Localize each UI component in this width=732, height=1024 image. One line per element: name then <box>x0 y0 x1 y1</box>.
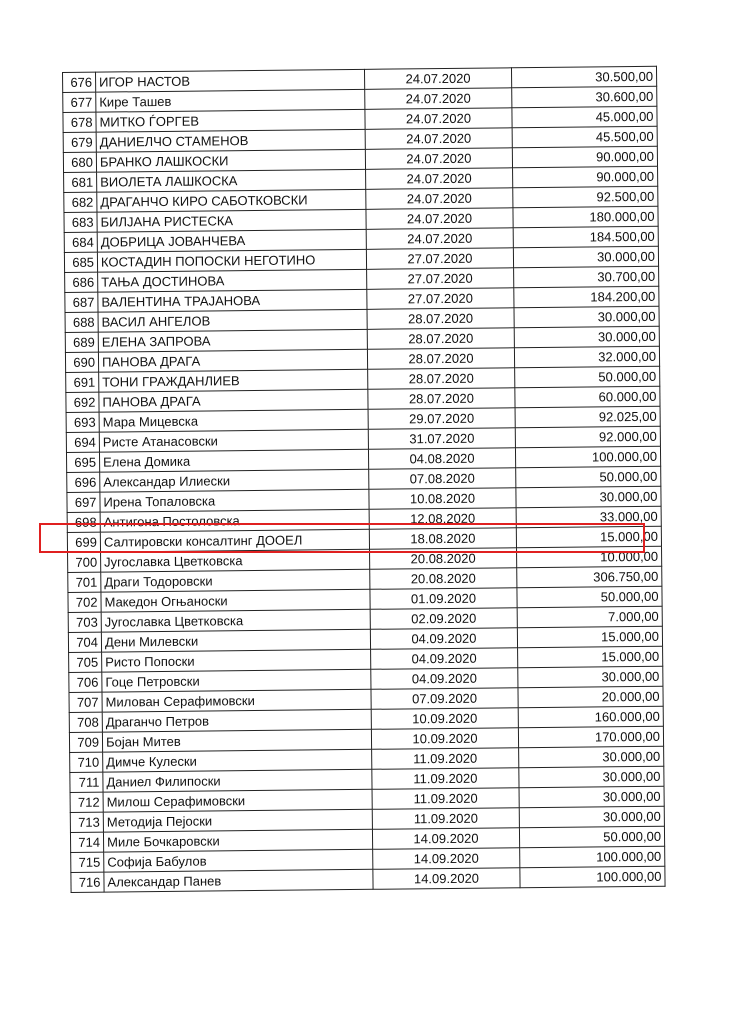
payment-amount: 15.000,00 <box>517 626 662 648</box>
payee-name: ТАЊА ДОСТИНОВА <box>98 269 367 292</box>
payee-name: Димче Кулески <box>103 749 372 772</box>
payee-name: ВАЛЕНТИНА ТРАЈАНОВА <box>98 289 367 312</box>
payment-amount: 30.000,00 <box>519 766 664 788</box>
payee-name: Гоце Петровски <box>102 669 371 692</box>
payment-date: 28.07.2020 <box>367 328 514 350</box>
payee-name: Методија Пејоски <box>103 809 372 832</box>
payment-amount: 92.000,00 <box>515 426 660 448</box>
row-number: 696 <box>67 472 100 492</box>
payment-date: 20.08.2020 <box>370 548 517 570</box>
payee-name: Драги Тодоровски <box>101 569 370 592</box>
row-number: 704 <box>68 632 101 652</box>
row-number: 681 <box>64 172 97 192</box>
payment-date: 24.07.2020 <box>365 108 512 130</box>
row-number: 710 <box>70 752 103 772</box>
row-number: 711 <box>70 772 103 792</box>
payment-date: 28.07.2020 <box>367 348 514 370</box>
payment-amount: 92.025,00 <box>515 406 660 428</box>
payment-date: 10.08.2020 <box>369 488 516 510</box>
payment-amount: 20.000,00 <box>518 686 663 708</box>
payee-name: Елена Домика <box>99 449 368 472</box>
payment-date: 04.09.2020 <box>370 628 517 650</box>
payment-date: 14.09.2020 <box>372 828 519 850</box>
row-number: 708 <box>69 712 102 732</box>
payment-amount: 30.000,00 <box>516 486 661 508</box>
payee-name: Милован Серафимовски <box>102 689 371 712</box>
payment-date: 24.07.2020 <box>365 148 512 170</box>
payment-amount: 100.000,00 <box>520 846 665 868</box>
row-number: 677 <box>63 92 96 112</box>
payee-name: ПАНОВА ДРАГА <box>99 389 368 412</box>
row-number: 679 <box>63 132 96 152</box>
row-number: 703 <box>68 612 101 632</box>
payee-name: ВАСИЛ АНГЕЛОВ <box>98 309 367 332</box>
payment-amount: 33.000,00 <box>516 506 661 528</box>
payment-amount: 92.500,00 <box>513 186 658 208</box>
row-number: 713 <box>70 812 103 832</box>
payment-date: 07.09.2020 <box>371 688 518 710</box>
payee-name: Ристе Атанасовски <box>99 429 368 452</box>
payment-date: 28.07.2020 <box>368 388 515 410</box>
row-number: 690 <box>65 352 98 372</box>
payment-date: 24.07.2020 <box>366 188 513 210</box>
row-number: 683 <box>64 212 97 232</box>
payee-name: МИТКО ЃОРГЕВ <box>96 109 365 132</box>
payment-amount: 15.000,00 <box>516 526 661 548</box>
payee-name: Александар Панев <box>104 869 373 892</box>
payment-amount: 30.500,00 <box>511 66 656 88</box>
payment-amount: 100.000,00 <box>520 866 665 888</box>
payee-name: Милош Серафимовски <box>103 789 372 812</box>
payment-amount: 45.000,00 <box>512 106 657 128</box>
payee-name: ЕЛЕНА ЗАПРОВА <box>98 329 367 352</box>
row-number: 699 <box>67 532 100 552</box>
payment-amount: 30.000,00 <box>518 666 663 688</box>
row-number: 698 <box>67 512 100 532</box>
payment-date: 14.09.2020 <box>373 868 520 890</box>
payment-date: 24.07.2020 <box>365 128 512 150</box>
payee-name: Софија Бабулов <box>104 849 373 872</box>
payment-date: 02.09.2020 <box>370 608 517 630</box>
payee-name: Ристо Попоски <box>102 649 371 672</box>
payment-amount: 90.000,00 <box>512 146 657 168</box>
row-number: 691 <box>66 372 99 392</box>
payment-amount: 50.000,00 <box>516 466 661 488</box>
row-number: 676 <box>63 72 96 92</box>
payment-date: 27.07.2020 <box>367 288 514 310</box>
payment-date: 24.07.2020 <box>366 168 513 190</box>
row-number: 687 <box>65 292 98 312</box>
payment-date: 28.07.2020 <box>367 308 514 330</box>
payment-date: 11.09.2020 <box>372 748 519 770</box>
row-number: 707 <box>69 692 102 712</box>
payee-name: Дени Милевски <box>101 629 370 652</box>
row-number: 716 <box>71 872 104 892</box>
row-number: 712 <box>70 792 103 812</box>
row-number: 697 <box>67 492 100 512</box>
payee-name: Кире Ташев <box>96 89 365 112</box>
payment-amount: 184.500,00 <box>513 226 658 248</box>
payment-date: 12.08.2020 <box>369 508 516 530</box>
payment-date: 29.07.2020 <box>368 408 515 430</box>
payee-name: Салтировски консалтинг ДООЕЛ <box>100 529 369 552</box>
row-number: 688 <box>65 312 98 332</box>
payment-date: 24.07.2020 <box>366 208 513 230</box>
payment-date: 11.09.2020 <box>372 808 519 830</box>
payment-amount: 30.000,00 <box>519 806 664 828</box>
payee-name: Драганчо Петров <box>102 709 371 732</box>
row-number: 684 <box>64 232 97 252</box>
payee-name: Миле Бочкаровски <box>103 829 372 852</box>
row-number: 715 <box>71 852 104 872</box>
row-number: 695 <box>66 452 99 472</box>
payee-name: ИГОР НАСТОВ <box>96 69 365 92</box>
payment-amount: 306.750,00 <box>517 566 662 588</box>
row-number: 714 <box>70 832 103 852</box>
payment-amount: 30.700,00 <box>514 266 659 288</box>
payment-amount: 10.000,00 <box>517 546 662 568</box>
payment-date: 24.07.2020 <box>365 88 512 110</box>
payment-date: 27.07.2020 <box>367 268 514 290</box>
payee-name: ВИОЛЕТА ЛАШКОСКА <box>97 169 366 192</box>
row-number: 700 <box>68 552 101 572</box>
table-body <box>63 66 666 892</box>
payee-name: Ирена Топаловска <box>100 489 369 512</box>
payment-date: 31.07.2020 <box>368 428 515 450</box>
payment-amount: 30.000,00 <box>514 326 659 348</box>
payee-name: Антигона Постоловска <box>100 509 369 532</box>
payment-date: 27.07.2020 <box>366 248 513 270</box>
payment-date: 01.09.2020 <box>370 588 517 610</box>
payment-date: 10.09.2020 <box>371 728 518 750</box>
payment-amount: 32.000,00 <box>514 346 659 368</box>
payment-amount: 15.000,00 <box>518 646 663 668</box>
payee-name: ТОНИ ГРАЖДАНЛИЕВ <box>99 369 368 392</box>
payee-name: ДРАГАНЧО КИРО САБОТКОВСКИ <box>97 189 366 212</box>
row-number: 706 <box>69 672 102 692</box>
payee-name: ДАНИЕЛЧО СТАМЕНОВ <box>96 129 365 152</box>
payment-date: 20.08.2020 <box>370 568 517 590</box>
payment-date: 04.08.2020 <box>368 448 515 470</box>
payee-name: Бојан Митев <box>102 729 371 752</box>
payment-date: 14.09.2020 <box>373 848 520 870</box>
payment-amount: 90.000,00 <box>513 166 658 188</box>
row-number: 692 <box>66 392 99 412</box>
row-number: 693 <box>66 412 99 432</box>
row-number: 686 <box>65 272 98 292</box>
payment-amount: 45.500,00 <box>512 126 657 148</box>
payee-name: БРАНКО ЛАШКОСКИ <box>96 149 365 172</box>
row-number: 709 <box>69 732 102 752</box>
payment-amount: 30.600,00 <box>512 86 657 108</box>
payment-date: 04.09.2020 <box>371 648 518 670</box>
payment-date: 24.07.2020 <box>364 68 511 90</box>
payment-date: 24.07.2020 <box>366 228 513 250</box>
payee-name: Југославка Цветковска <box>101 609 370 632</box>
payment-amount: 180.000,00 <box>513 206 658 228</box>
payment-amount: 7.000,00 <box>517 606 662 628</box>
payments-table <box>62 66 666 893</box>
payment-amount: 50.000,00 <box>517 586 662 608</box>
payment-amount: 30.000,00 <box>514 306 659 328</box>
row-number: 682 <box>64 192 97 212</box>
payee-name: БИЛЈАНА РИСТЕСКА <box>97 209 366 232</box>
payment-date: 18.08.2020 <box>369 528 516 550</box>
row-number: 680 <box>63 152 96 172</box>
payment-date: 04.09.2020 <box>371 668 518 690</box>
payment-amount: 30.000,00 <box>513 246 658 268</box>
payment-amount: 50.000,00 <box>515 366 660 388</box>
payment-date: 07.08.2020 <box>369 468 516 490</box>
payment-amount: 184.200,00 <box>514 286 659 308</box>
payee-name: ПАНОВА ДРАГА <box>98 349 367 372</box>
payment-amount: 30.000,00 <box>519 746 664 768</box>
row-number: 694 <box>66 432 99 452</box>
payee-name: Југославка Цветковска <box>101 549 370 572</box>
row-number: 705 <box>69 652 102 672</box>
payment-amount: 170.000,00 <box>518 726 663 748</box>
payment-date: 28.07.2020 <box>368 368 515 390</box>
scanned-page <box>62 66 662 893</box>
payee-name: Даниел Филипоски <box>103 769 372 792</box>
payment-date: 10.09.2020 <box>371 708 518 730</box>
payee-name: Мара Мицевска <box>99 409 368 432</box>
payment-amount: 50.000,00 <box>519 826 664 848</box>
row-number: 702 <box>68 592 101 612</box>
row-number: 701 <box>68 572 101 592</box>
row-number: 689 <box>65 332 98 352</box>
payee-name: Македон Огњаноски <box>101 589 370 612</box>
payment-date: 11.09.2020 <box>372 788 519 810</box>
payee-name: Александар Илиески <box>100 469 369 492</box>
payment-amount: 160.000,00 <box>518 706 663 728</box>
payment-amount: 60.000,00 <box>515 386 660 408</box>
payment-amount: 100.000,00 <box>515 446 660 468</box>
row-number: 678 <box>63 112 96 132</box>
row-number: 685 <box>64 252 97 272</box>
payee-name: ДОБРИЦА ЈОВАНЧЕВА <box>97 229 366 252</box>
payment-date: 11.09.2020 <box>372 768 519 790</box>
payment-amount: 30.000,00 <box>519 786 664 808</box>
payee-name: КОСТАДИН ПОПОСКИ НЕГОТИНО <box>97 249 366 272</box>
